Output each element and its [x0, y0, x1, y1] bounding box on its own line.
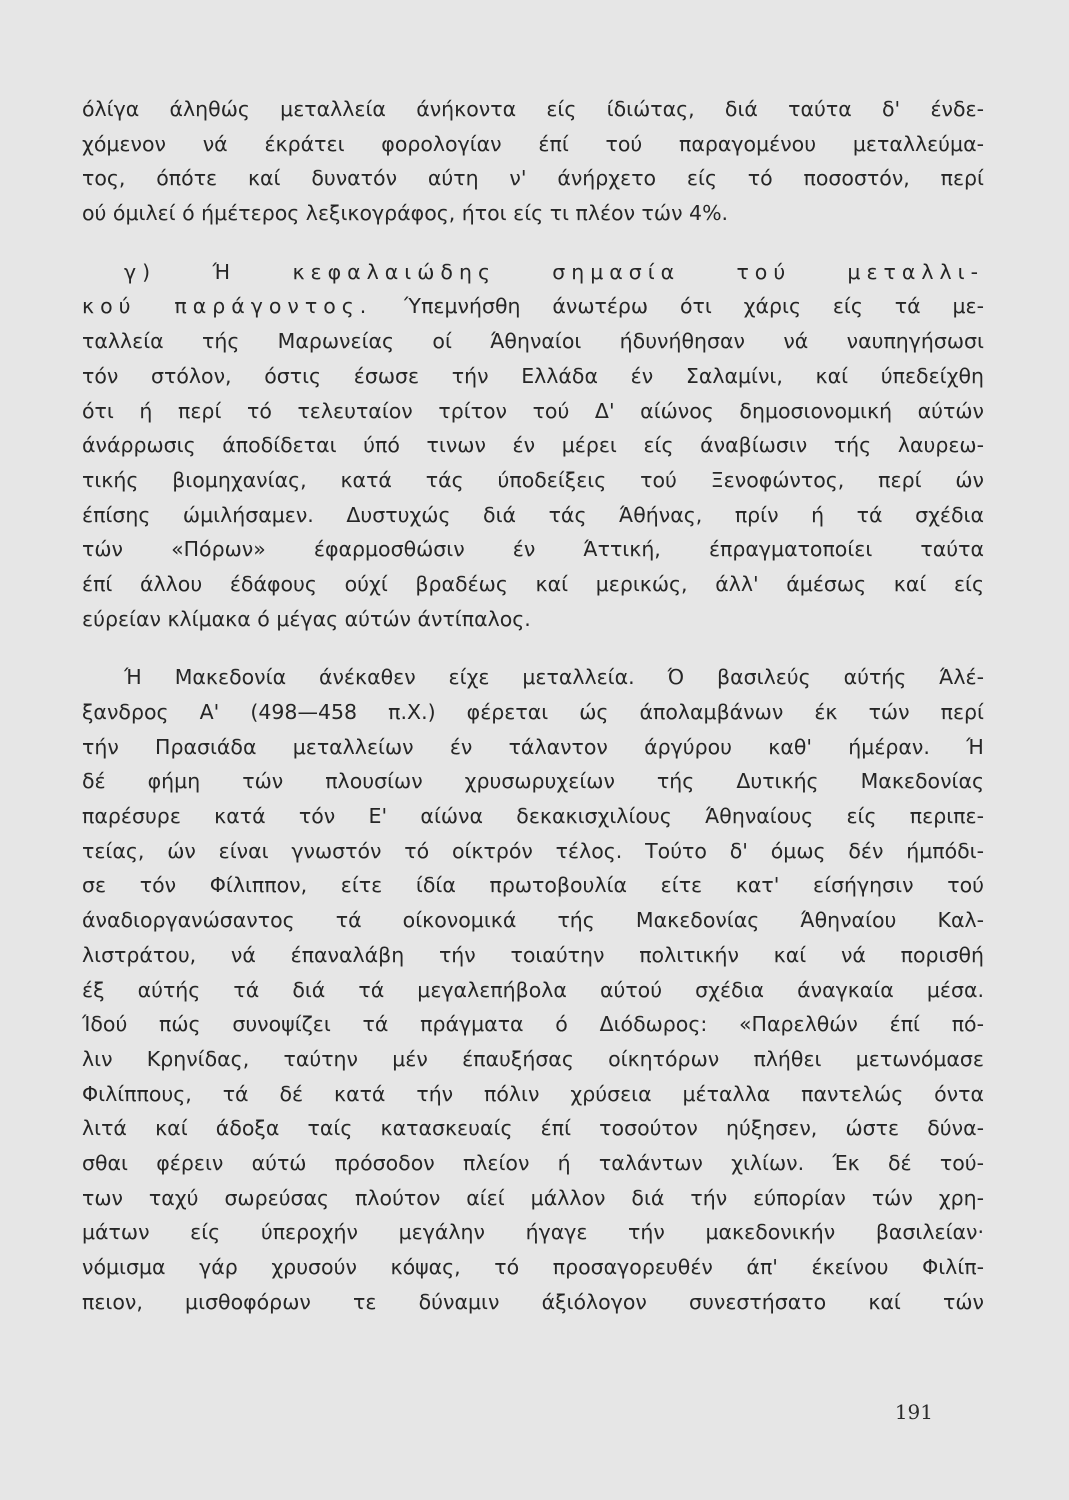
text-line: τόν στόλον, όστις έσωσε τήν Ελλάδα έν Σαλαμίνι, καί ύπεδείχθη	[82, 363, 984, 388]
text-line: άναδιοργανώσαντος τά οίκονομικά τής Μακεδονίας Άθηναίου Καλ-	[82, 908, 984, 933]
paragraph-section	[82, 255, 984, 637]
text-line: έπί άλλου έδάφους ούχί βραδέως καί μερικώς, άλλ' άμέσως καί είς	[82, 571, 984, 596]
text-line: σθαι φέρειν αύτώ πρόσοδον πλείον ή ταλάντων χιλίων. Έκ δέ τού-	[82, 1150, 984, 1175]
text-line	[82, 289, 984, 324]
page-number: 191	[894, 1400, 933, 1424]
text-line: λιτά καί άδοξα ταίς κατασκευαίς έπί τοσούτον ηύξησεν, ώστε δύνα-	[82, 1116, 984, 1141]
text-line: τικής βιομηχανίας, κατά τάς ύποδείξεις τού Ξενοφώντος, περί ών	[82, 467, 984, 492]
text-line: τείας, ών είναι γνωστόν τό οίκτρόν τέλος. Τούτο δ' όμως δέν ήμπόδι-	[82, 838, 984, 863]
text-line: εύρείαν κλίμακα ό μέγας αύτών άντίπαλος.	[82, 606, 531, 631]
section-heading-continued: κού παράγοντος.	[82, 294, 373, 319]
text-line: νόμισμα γάρ χρυσούν κόψας, τό προσαγορευθέν άπ' έκείνου Φιλίπ-	[82, 1255, 984, 1279]
text-line: τος, όπότε καί δυνατόν αύτη ν' άνήρχετο είς τό ποσοστόν, περί	[82, 166, 984, 191]
text-line: ξανδρος Α' (498—458 π.Χ.) φέρεται ώς άπολαμβάνων έκ τών περί	[82, 700, 984, 724]
text-line: έξ αύτής τά διά τά μεγαλεπήβολα αύτού σχέδια άναγκαία μέσα.	[82, 977, 984, 1002]
text-line: τών «Πόρων» έφαρμοσθώσιν έν Άττική, έπραγματοποίει ταύτα	[82, 537, 984, 562]
text-line: των ταχύ σωρεύσας πλούτον αίεί μάλλον διά τήν εύπορίαν τών χρη-	[82, 1185, 984, 1210]
section-heading: γ) Ή κεφαλαιώδης σημασία τού μεταλλι-	[124, 259, 984, 284]
text-line: παρέσυρε κατά τόν Ε' αίώνα δεκακισχιλίους Άθηναίους είς περιπε-	[82, 804, 984, 829]
text-line: Ίδού πώς συνοψίζει τά πράγματα ό Διόδωρος: «Παρελθών έπί πό-	[82, 1012, 984, 1037]
text-line: Ή Μακεδονία άνέκαθεν είχε μεταλλεία. Ό βασιλεύς αύτής Άλέ-	[124, 665, 984, 690]
body-text	[82, 92, 984, 1319]
paragraph-macedonia	[82, 660, 984, 1319]
text-line: άνάρρωσις άποδίδεται ύπό τινων έν μέρει είς άναβίωσιν τής λαυρεω-	[82, 433, 984, 458]
text-line: μάτων είς ύπεροχήν μεγάλην ήγαγε τήν μακεδονικήν βασιλείαν·	[82, 1220, 984, 1245]
text-line: πειον, μισθοφόρων τε δύναμιν άξιόλογον συνεστήσατο καί τών	[82, 1289, 984, 1314]
text-line: δέ φήμη τών πλουσίων χρυσωρυχείων τής Δυτικής Μακεδονίας	[82, 769, 984, 794]
section-text: Ύπεμνήσθη άνωτέρω ότι χάρις είς τά με-	[372, 294, 984, 319]
paragraph-top	[82, 92, 984, 231]
text-line: ταλλεία τής Μαρωνείας οί Άθηναίοι ήδυνήθησαν νά ναυπηγήσωσι	[82, 329, 984, 354]
text-line: χόμενον νά έκράτει φορολογίαν έπί τού παραγομένου μεταλλεύμα-	[82, 131, 984, 156]
text-line: λιν Κρηνίδας, ταύτην μέν έπαυξήσας οίκητόρων πλήθει μετωνόμασε	[82, 1046, 984, 1071]
text-line: ού όμιλεί ό ήμέτερος λεξικογράφος, ήτοι είς τι πλέον τών 4%.	[82, 201, 729, 226]
text-line: τήν Πρασιάδα μεταλλείων έν τάλαντον άργύρου καθ' ήμέραν. Ή	[82, 734, 984, 759]
text-line: όλίγα άληθώς μεταλλεία άνήκοντα είς ίδιώτας, διά ταύτα δ' ένδε-	[82, 97, 984, 121]
text-line: ότι ή περί τό τελευταίον τρίτον τού Δ' αίώνος δημοσιονομική αύτών	[82, 398, 984, 423]
text-line: λιστράτου, νά έπαναλάβη τήν τοιαύτην πολιτικήν καί νά πορισθή	[82, 942, 984, 967]
text-line: σε τόν Φίλιππον, είτε ίδία πρωτοβουλία είτε κατ' είσήγησιν τού	[82, 873, 984, 898]
text-line: έπίσης ώμιλήσαμεν. Δυστυχώς διά τάς Άθήνας, πρίν ή τά σχέδια	[82, 502, 984, 527]
text-line: Φιλίππους, τά δέ κατά τήν πόλιν χρύσεια μέταλλα παντελώς όντα	[82, 1081, 984, 1106]
